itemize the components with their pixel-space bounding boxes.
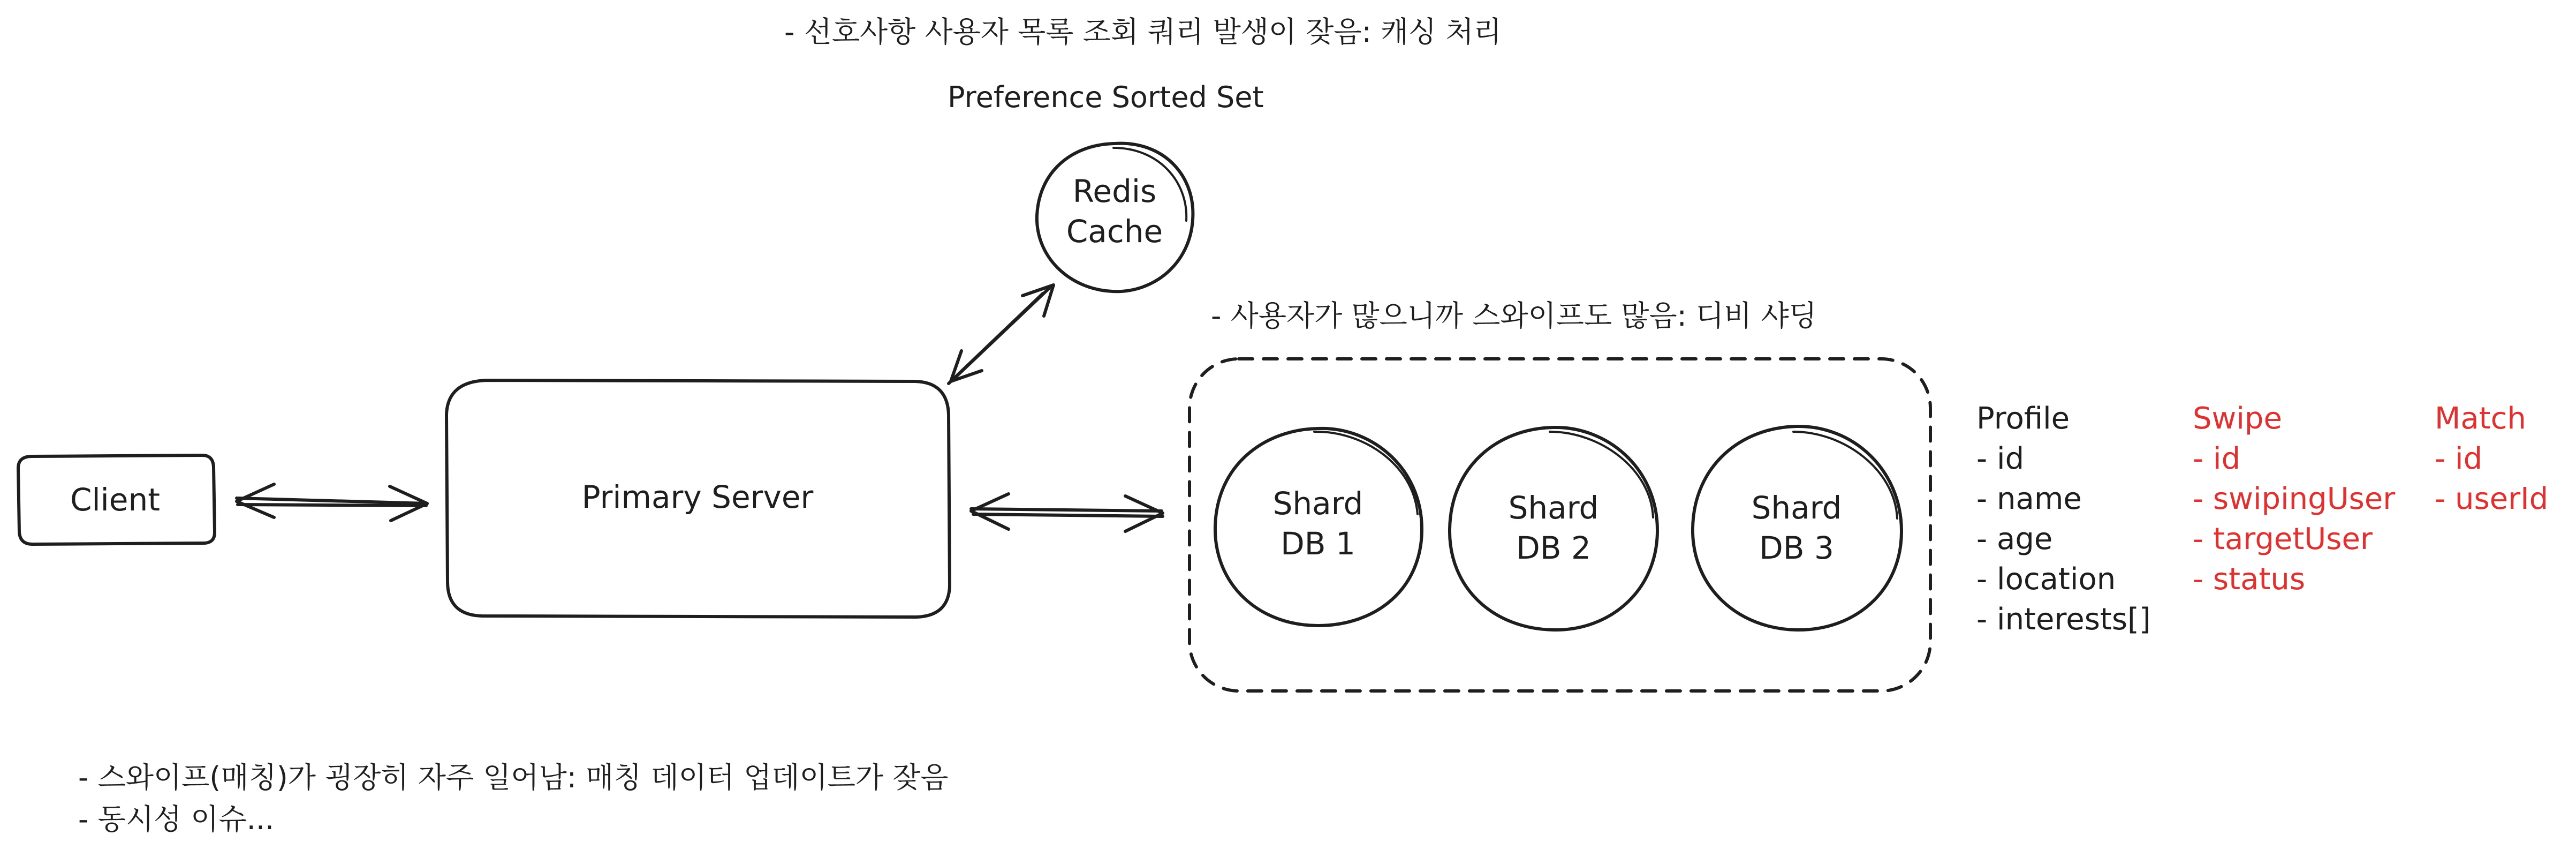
- cache-title: Preference Sorted Set: [948, 80, 1264, 114]
- client-label: Client: [70, 482, 160, 518]
- shard1-label-line2: DB 1: [1281, 525, 1355, 562]
- shard-db-3[interactable]: [1693, 426, 1901, 630]
- swipe-field: - id: [2193, 441, 2241, 476]
- primary-server-node[interactable]: [446, 380, 950, 617]
- bottom-note-line2: - 동시성 이슈...: [78, 802, 275, 836]
- profile-title: Profile: [1976, 401, 2070, 436]
- shard1-label-line1: Shard: [1272, 485, 1363, 522]
- shard3-label-line1: Shard: [1751, 490, 1842, 526]
- profile-field: - location: [1976, 562, 2116, 597]
- server-label: Primary Server: [581, 479, 814, 515]
- redis-cache-node[interactable]: [1037, 144, 1193, 292]
- shard2-label-line1: Shard: [1508, 490, 1599, 526]
- match-field: - id: [2435, 441, 2483, 476]
- swipe-field: - swipingUser: [2193, 482, 2396, 516]
- swipe-entity: [2193, 401, 2396, 597]
- server-shards-arrow: [971, 494, 1163, 531]
- client-server-arrow: [237, 484, 427, 521]
- client-node[interactable]: [18, 455, 215, 544]
- profile-field: - name: [1976, 482, 2082, 516]
- redis-label-line1: Redis: [1072, 173, 1157, 209]
- swipe-field: - targetUser: [2193, 522, 2373, 557]
- redis-label-line2: Cache: [1066, 213, 1163, 250]
- shard2-label-line2: DB 2: [1516, 530, 1591, 566]
- match-field: - userId: [2435, 482, 2549, 516]
- cache-note: - 선호사항 사용자 목록 조회 쿼리 발생이 잦음: 캐싱 처리: [784, 15, 1502, 49]
- shard-db-2[interactable]: [1450, 427, 1657, 630]
- swipe-field: - status: [2193, 562, 2306, 597]
- bottom-note-line1: - 스와이프(매칭)가 굉장히 자주 일어남: 매칭 데이터 업데이트가 잦음: [78, 761, 949, 794]
- profile-entity: [1976, 401, 2151, 637]
- profile-field: - interests[]: [1976, 602, 2151, 637]
- profile-field: - age: [1976, 522, 2053, 557]
- shard-note: - 사용자가 많으니까 스와이프도 많음: 디비 샤딩: [1211, 299, 1817, 333]
- match-entity: [2435, 401, 2548, 516]
- match-title: Match: [2435, 401, 2526, 436]
- shard-db-1[interactable]: [1215, 428, 1422, 626]
- profile-field: - id: [1976, 441, 2025, 476]
- sharded-db-group[interactable]: [1189, 359, 1930, 691]
- swipe-title: Swipe: [2193, 401, 2282, 436]
- shard3-label-line2: DB 3: [1759, 530, 1834, 566]
- server-redis-arrow: [949, 285, 1054, 384]
